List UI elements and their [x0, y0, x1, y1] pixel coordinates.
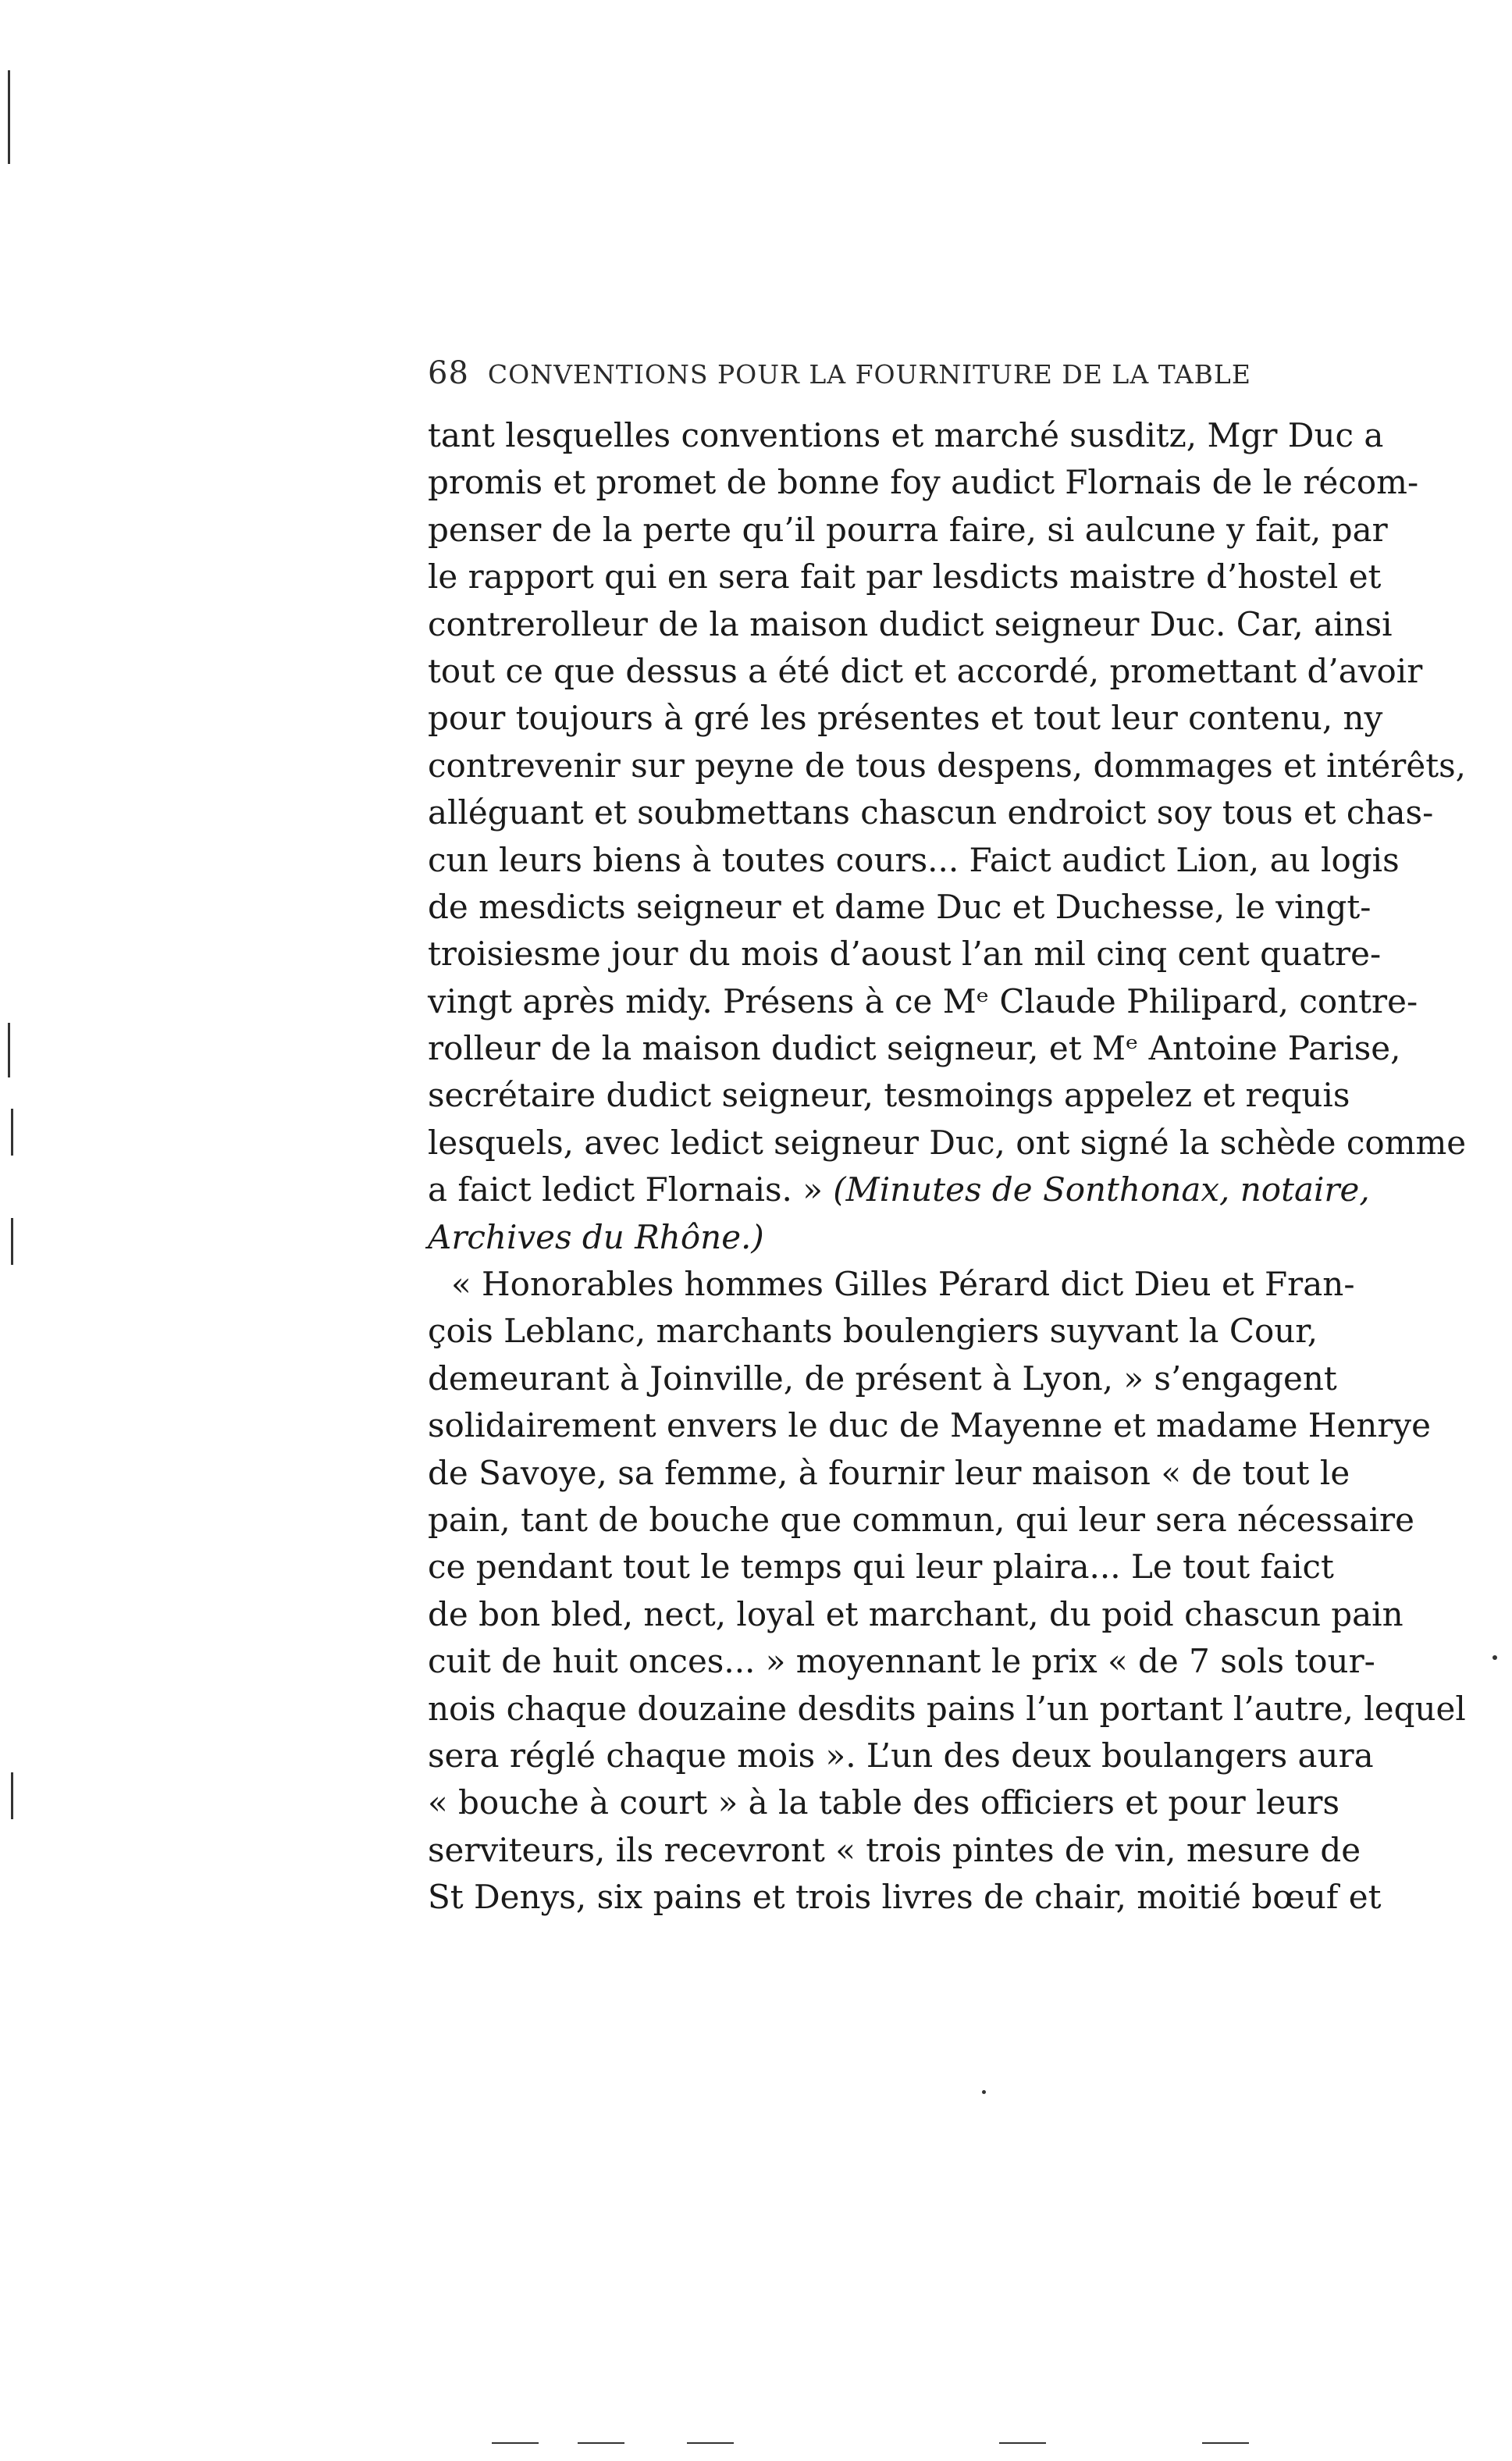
text-line: a faict ledict Flornais. » [428, 1170, 823, 1209]
scan-mark [11, 1109, 13, 1156]
running-title: CONVENTIONS POUR LA FOURNITURE DE LA TABLE [487, 359, 1251, 390]
text-line-with-citation [428, 1166, 1370, 1213]
scan-mark [492, 2442, 539, 2444]
text-line: rolleur de la maison dudict seigneur, et Mᵉ Antoine Parise, [428, 1029, 1401, 1068]
text-line: troisiesme jour du mois d’aoust l’an mil cinq cent quatre- [428, 935, 1382, 974]
scan-mark [11, 1772, 13, 1819]
text-line: St Denys, six pains et trois livres de chair, moitié bœuf et [428, 1878, 1382, 1917]
scan-mark [687, 2442, 734, 2444]
citation-part1: (Minutes de Sonthonax, notaire, [833, 1170, 1370, 1209]
text-line: nois chaque douzaine desdits pains l’un portant l’autre, lequel [428, 1689, 1466, 1728]
text-line: cun leurs biens à toutes cours... Faict audict Lion, au logis [428, 840, 1400, 879]
scan-mark [999, 2442, 1046, 2444]
citation-part2: Archives du Rhône.) [428, 1217, 764, 1256]
scan-mark [982, 2090, 986, 2094]
text-line: de Savoye, sa femme, à fournir leur maison « de tout le [428, 1453, 1350, 1492]
text-line: sera réglé chaque mois ». L’un des deux boulangers aura [428, 1736, 1374, 1775]
running-head [428, 355, 1279, 391]
text-line: tout ce que dessus a été dict et accordé, promettant d’avoir [428, 651, 1423, 690]
text-line: penser de la perte qu’il pourra faire, si aulcune y fait, par [428, 510, 1388, 549]
scan-mark [1492, 1655, 1497, 1660]
text-line: serviteurs, ils recevront « trois pintes de vin, mesure de [428, 1830, 1361, 1869]
text-line: le rapport qui en sera fait par lesdicts maistre d’hostel et [428, 557, 1382, 597]
text-line: promis et promet de bonne foy audict Flornais de le récom- [428, 463, 1419, 502]
text-line: « Honorables hommes Gilles Pérard dict Dieu et Fran- [451, 1265, 1355, 1304]
text-line: cuit de huit onces... » moyennant le prix « de 7 sols tour- [428, 1642, 1375, 1681]
text-line: contrerolleur de la maison dudict seigneur Duc. Car, ainsi [428, 604, 1393, 643]
text-line [428, 1214, 1279, 1261]
text-line: « bouche à court » à la table des officiers et pour leurs [428, 1783, 1340, 1822]
scan-mark [578, 2442, 624, 2444]
text-line: demeurant à Joinville, de présent à Lyon, » s’engagent [428, 1359, 1337, 1398]
text-line: tant lesquelles conventions et marché susditz, Mgr Duc a [428, 416, 1384, 454]
text-line: de mesdicts seigneur et dame Duc et Duchesse, le vingt- [428, 887, 1371, 926]
text-line: de bon bled, nect, loyal et marchant, du poid chascun pain [428, 1594, 1403, 1633]
text-line: secrétaire dudict seigneur, tesmoings appelez et requis [428, 1076, 1350, 1115]
body-text [428, 412, 1467, 1921]
text-line: solidairement envers le duc de Mayenne et madame Henrye [428, 1406, 1431, 1445]
scan-mark [8, 70, 10, 164]
text-line: contrevenir sur peyne de tous despens, dommages et intérêts, [428, 746, 1466, 785]
scan-mark [8, 1023, 10, 1077]
text-line: lesquels, avec ledict seigneur Duc, ont signé la schède comme [428, 1123, 1467, 1162]
page-number: 68 [428, 355, 469, 391]
text-line: pain, tant de bouche que commun, qui leur sera nécessaire [428, 1500, 1414, 1539]
scan-mark [1202, 2442, 1249, 2444]
text-line: vingt après midy. Présens à ce Mᵉ Claude Philipard, contre- [428, 981, 1418, 1020]
text-line: ce pendant tout le temps qui leur plaira... Le tout faict [428, 1547, 1334, 1587]
text-line: pour toujours à gré les présentes et tout leur contenu, ny [428, 699, 1383, 738]
scan-mark [11, 1218, 13, 1265]
text-line: alléguant et soubmettans chascun endroict soy tous et chas- [428, 793, 1434, 832]
text-line: çois Leblanc, marchants boulengiers suyvant la Cour, [428, 1312, 1318, 1351]
